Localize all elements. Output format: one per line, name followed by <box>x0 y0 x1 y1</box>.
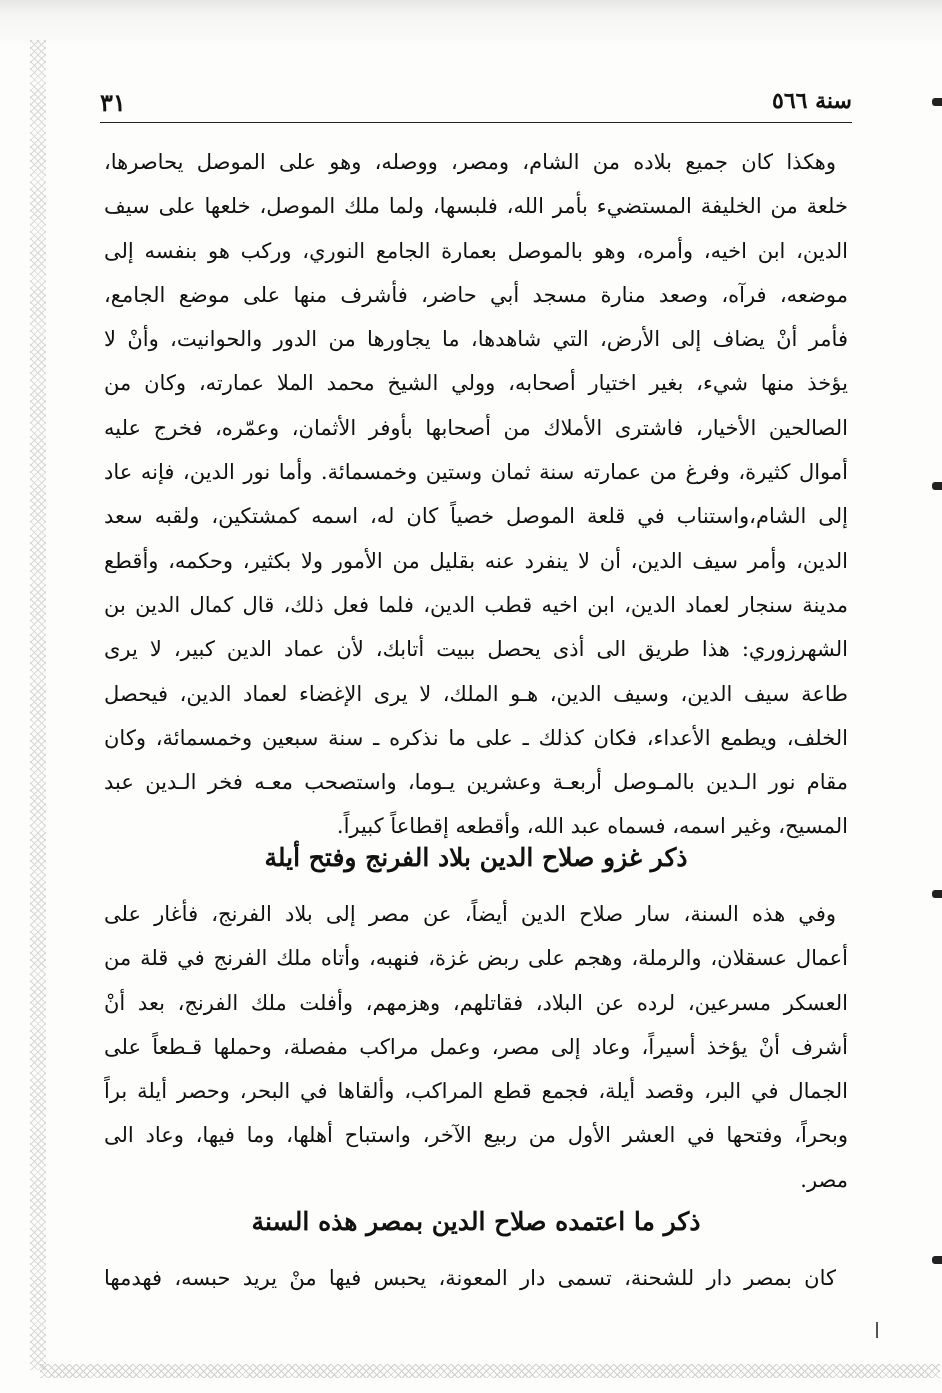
paragraph-3 <box>104 1256 848 1300</box>
section-heading: ذكر غزو صلاح الدين بلاد الفرنج وفتح أيلة <box>264 843 688 872</box>
text-line: طاعة سيف الدين، وسيف الدين، هـو الملك، لا يرى الإغضاء لعماد الدين، فيحصل <box>104 681 848 706</box>
scan-left-border <box>30 40 46 1370</box>
text-line: خلعة من الخليفة المستضيء بأمر الله، فلبسها، ولما ملك الموصل، خلعها على سيف <box>104 194 848 219</box>
text-line: المسيح، وغير اسمه، فسماه عبد الله، وأقطعه إقطاعاً كبيراً. <box>336 814 848 839</box>
text-line: مقام نور الـدين بالمـوصل أربعـة وعشرين يـوما، واستصحب معـه فخر الـدين عبد <box>104 770 848 795</box>
text-line: الدين، وأمر سيف الدين، أن لا ينفرد عنه بقليل من الأمور ولا بكثير، وحكمه، وأقطع <box>104 548 848 573</box>
text-line: إلى الشام،واستناب في قلعة الموصل خصياً كان له، اسمه كمشتكين، ولقبه سعد <box>104 504 848 529</box>
text-line: الخلف، ويطمع الأعداء، فكان كذلك ـ على ما نذكره ـ سنة سبعين وخمسمائة، وكان <box>104 725 848 750</box>
text-line: يؤخذ منها شيء، بغير اختيار أصحابه، وولي الشيخ محمد الملا عمارته، وكان من <box>104 371 848 396</box>
text-line: الشهرزوري: هذا طريق الى أذى يحصل ببيت أتابك، لأن عماد الدين كبير، لا يرى <box>104 637 848 662</box>
edge-mark <box>932 98 942 106</box>
page-number: ٣١ <box>100 88 126 117</box>
scan-bottom-border <box>40 1364 940 1378</box>
text-line: الجمال في البر، وقصد أيلة، فجمع قطع المراكب، وألقاها في البحر، وحصر أيلة براً <box>104 1079 848 1104</box>
scan-top-shadow <box>0 0 942 44</box>
edge-mark <box>932 890 942 898</box>
section-heading-2 <box>104 1194 848 1250</box>
text-line: مدينة سنجار لعماد الدين، ابن اخيه قطب الدين، فلما فعل ذلك، قال كمال الدين بن <box>104 592 848 617</box>
text-line: كان بمصر دار للشحنة، تسمى دار المعونة، يحبس فيها منْ يريد حبسه، فهدمها <box>104 1266 836 1290</box>
text-line: موضعه، فرآه، وصعد منارة مسجد أبي حاضر، فأشرف منها على موضع الجامع، <box>104 282 848 307</box>
text-line: أعمال عسقلان، والرملة، وهجم على ربض غزة، فنهبه، وأتاه ملك الفرنج في قلة من <box>104 946 848 971</box>
text-line: وفي هذه السنة، سار صلاح الدين أيضاً، عن مصر إلى بلاد الفرنج، فأغار على <box>104 902 836 926</box>
paragraph-2 <box>104 892 848 1202</box>
text-line: العسكر مسرعين، لرده عن البلاد، فقاتلهم، وهزمهم، وأفلت ملك الفرنج، بعد أنْ <box>104 990 848 1015</box>
text-line: فأمر أنْ يضاف إلى الأرض، التي شاهدها، ما يجاورها من الدور والحوانيت، وأنْ لا <box>104 327 848 352</box>
section-heading: ذكر ما اعتمده صلاح الدين بمصر هذه السنة <box>251 1207 701 1236</box>
running-head: سنة ٥٦٦ <box>772 88 852 114</box>
text-line: أشرف أنْ يؤخذ أسيراً، وعاد إلى مصر، وعمل مراكب مفصلة، وحملها قـطعاً على <box>104 1034 848 1059</box>
page-header <box>100 88 852 123</box>
text-line: مصر. <box>800 1167 848 1192</box>
text-line: الدين، ابن اخيه، وأمره، وهو بالموصل بعمارة الجامع النوري، وركب هو بنفسه إلى <box>104 238 848 263</box>
edge-mark <box>932 1256 942 1264</box>
text-line: أموال كثيرة، وفرغ من عمارته سنة ثمان وستين وخمسمائة. وأما نور الدين، فإنه عاد <box>104 460 848 485</box>
section-heading-1 <box>104 830 848 886</box>
text-line: الصالحين الأخيار، فاشترى الأملاك من أصحابها بأوفر الأثمان، وعمّره، فخرج عليه <box>104 415 848 440</box>
text-line: وبحراً، وفتحها في العشر الأول من ربيع الآخر، واستباح أهلها، وما فيها، وعاد الى <box>104 1123 848 1148</box>
edge-mark <box>932 482 942 490</box>
text-line: وهكذا كان جميع بلاده من الشام، ومصر، ووصله، وهو على الموصل يحاصرها، <box>104 150 837 174</box>
paragraph-1 <box>104 140 848 849</box>
margin-tick <box>876 1322 878 1338</box>
